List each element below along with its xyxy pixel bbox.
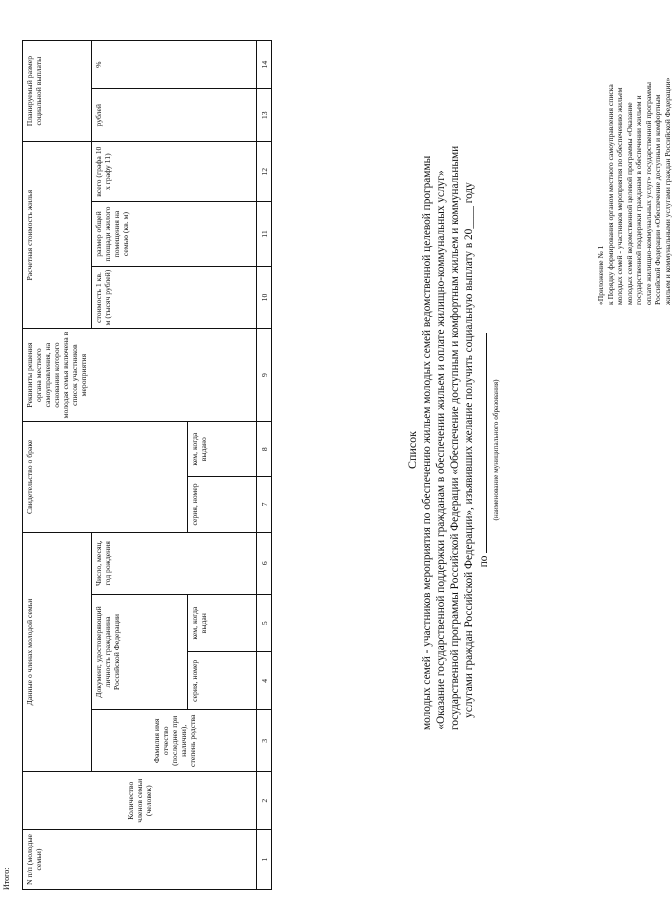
header-cell: кем, когда выдано — [188, 422, 257, 477]
document-title-block — [405, 145, 500, 730]
column-number-cell: 11 — [257, 202, 272, 267]
appendix-note-line: к Порядку формирования органом местного самоуправления списка — [605, 84, 615, 305]
header-cell: % — [92, 41, 257, 89]
header-cell: N п/п (молодые семьи) — [23, 830, 257, 890]
header-cell: Количество членов семьи (человек) — [23, 772, 257, 830]
title-line: молодых семей - участников мероприятия по обеспечению жильем молодых семей ведомственной целевой программы — [421, 155, 433, 730]
header-group-cell: Документ, удостоверяющий личность гражданина Российской Федерации — [92, 594, 188, 709]
appendix-note-line: оплате жилищно-коммунальных услуг» государственной программы — [643, 81, 653, 305]
column-number-cell: 5 — [257, 594, 272, 652]
column-number-cell: 14 — [257, 41, 272, 89]
po-label: по — [478, 555, 490, 568]
column-number-cell: 3 — [257, 710, 272, 772]
column-number-cell: 7 — [257, 477, 272, 532]
municipality-caption: (наименование муниципального образования) — [492, 379, 500, 521]
header-cell: всего (графа 10 x графу 11) — [92, 142, 257, 202]
column-number-cell: 6 — [257, 532, 272, 594]
column-number-cell: 4 — [257, 652, 272, 710]
header-cell: рублей — [92, 89, 257, 142]
header-cell: стоимость 1 кв. м (тысяч рублей) — [92, 266, 257, 328]
column-number-row — [257, 41, 272, 890]
families-table — [22, 40, 272, 890]
column-number-cell: 10 — [257, 266, 272, 328]
appendix-note-line: молодых семей - участников мероприятия по обеспечению жильем — [615, 87, 624, 305]
appendix-note — [596, 15, 672, 305]
column-number-cell: 2 — [257, 772, 272, 830]
column-number-cell: 1 — [257, 830, 272, 890]
header-group-cell: Расчетная стоимость жилья — [23, 142, 92, 329]
title-line: государственной программы Российской Федерации «Обеспечение доступным и комфортным жильем и коммунальными — [449, 145, 461, 730]
appendix-note-line: государственной поддержки гражданам в обеспечении жильем и — [634, 95, 643, 305]
header-group-cell: Свидетельство о браке — [23, 422, 188, 533]
header-cell: размер общей площади жилого помещения на семью (кв. м) — [92, 202, 257, 267]
municipality-blank — [476, 333, 487, 553]
header-cell: серия, номер — [188, 652, 257, 710]
column-number-cell: 9 — [257, 329, 272, 422]
header-cell: Фамилия имя отчество (последнее при наличии), степень родства — [92, 710, 257, 772]
header-group-cell: Данные о членах молодой семьи — [23, 532, 92, 772]
column-number-cell: 13 — [257, 89, 272, 142]
title-line: услугами граждан Российской Федерации», изъявивших желание получить социальную выплату в 20____ году — [463, 182, 475, 718]
appendix-note-line: Российской Федерации «Обеспечение доступным и комфортным — [653, 94, 662, 305]
document-heading: Список — [405, 431, 419, 470]
header-cell: кем, когда выдан — [188, 594, 257, 652]
appendix-note-line: жильем и коммунальными услугами граждан Российской Федерации» — [662, 77, 672, 305]
title-line: «Оказание государственной поддержки гражданам в обеспечении жильем и оплате жилищно-коммунальных услуг» — [435, 170, 447, 730]
appendix-note-line: «Приложение № 1 — [596, 245, 605, 305]
column-number-cell: 8 — [257, 422, 272, 477]
appendix-note-line: молодых семей ведомственной целевой программы «Оказание — [624, 102, 634, 305]
header-cell: Число, месяц, год рождения — [92, 532, 257, 594]
municipality-line — [476, 170, 491, 730]
header-group-cell: Планируемый размер социальной выплаты — [23, 41, 92, 142]
header-cell: Реквизиты решения органа местного самоуправления, на основании которого молодая семья включена в список участников мероприятия — [23, 329, 257, 422]
table-header-row — [23, 41, 92, 890]
column-number-cell: 12 — [257, 142, 272, 202]
total-label: Итого: — [2, 867, 11, 890]
header-cell: серия, номер — [188, 477, 257, 532]
